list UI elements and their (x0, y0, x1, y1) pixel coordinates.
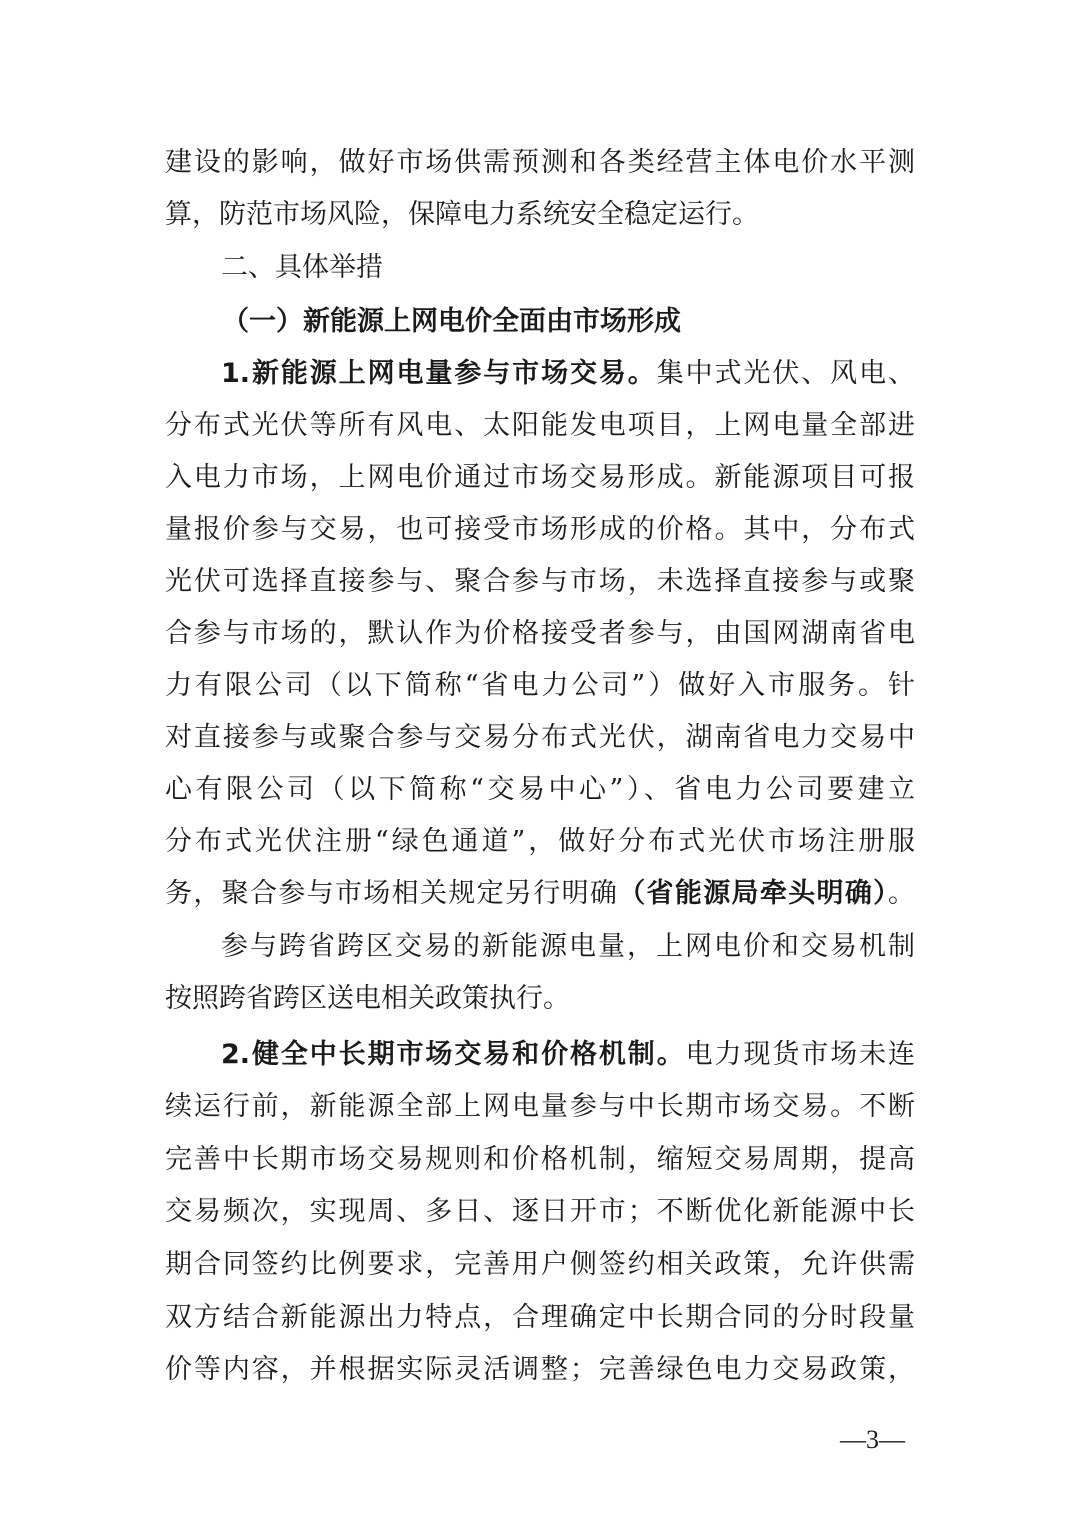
body-line: 续运行前，新能源全部上网电量参与中长期市场交易。不断 (165, 1091, 915, 1122)
body-line: 心有限公司（以下简称“交易中心”）、省电力公司要建立 (165, 774, 915, 805)
item-text: 电力现货市场未连 (685, 1039, 916, 1070)
body-line (221, 354, 915, 394)
body-line: 光伏可选择直接参与、聚合参与市场，未选择直接参与或聚 (165, 566, 915, 597)
body-line: 价等内容，并根据实际灵活调整；完善绿色电力交易政策， (165, 1354, 915, 1385)
item-text: 集中式光伏、风电、 (656, 358, 916, 389)
body-line: 建设的影响，做好市场供需预测和各类经营主体电价水平测 (165, 147, 915, 178)
body-line: 算，防范市场风险，保障电力系统安全稳定运行。 (165, 199, 759, 230)
body-line: 参与跨省跨区交易的新能源电量，上网电价和交易机制 (221, 931, 915, 962)
body-line: 完善中长期市场交易规则和价格机制，缩短交易周期，提高 (165, 1144, 915, 1175)
section-heading: 二、具体举措 (221, 252, 383, 283)
body-line: 按照跨省跨区送电相关政策执行。 (165, 983, 570, 1014)
item-title: 1.新能源上网电量参与市场交易。 (221, 358, 657, 389)
body-line: 入电力市场，上网电价通过市场交易形成。新能源项目可报 (165, 462, 915, 493)
punctuation: 。 (888, 878, 916, 909)
body-line: 分布式光伏注册“绿色通道”，做好分布式光伏市场注册服 (165, 826, 915, 857)
item-title: 2.健全中长期市场交易和价格机制。 (221, 1039, 686, 1070)
body-line: 力有限公司（以下简称“省电力公司”）做好入市服务。针 (165, 670, 915, 701)
body-line (165, 874, 915, 914)
body-line: 合参与市场的，默认作为价格接受者参与，由国网湖南省电 (165, 618, 915, 649)
body-line: 对直接参与或聚合参与交易分布式光伏，湖南省电力交易中 (165, 722, 915, 753)
body-line: 双方结合新能源出力特点，合理确定中长期合同的分时段量 (165, 1302, 915, 1333)
body-line: 交易频次，实现周、多日、逐日开市；不断优化新能源中长 (165, 1196, 915, 1227)
responsible-party: （省能源局牵头明确） (618, 878, 889, 909)
body-line: 分布式光伏等所有风电、太阳能发电项目，上网电量全部进 (165, 410, 915, 441)
subsection-heading: （一）新能源上网电价全面由市场形成 (222, 306, 681, 337)
body-line (221, 1035, 915, 1075)
item-text: 务，聚合参与市场相关规定另行明确 (165, 878, 619, 909)
page-number: —3— (840, 1425, 905, 1454)
body-line: 期合同签约比例要求，完善用户侧签约相关政策，允许供需 (165, 1249, 915, 1280)
body-line: 量报价参与交易，也可接受市场形成的价格。其中，分布式 (165, 514, 915, 545)
